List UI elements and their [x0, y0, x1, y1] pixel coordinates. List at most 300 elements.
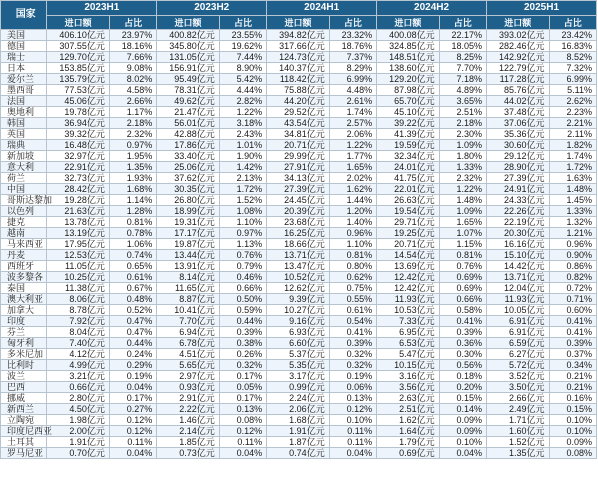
import-amount-cell: 65.70亿元: [377, 96, 440, 107]
table-row: [1, 316, 597, 327]
table-row: [1, 173, 597, 184]
import-amount-cell: 10.53亿元: [377, 305, 440, 316]
share-cell: 0.90%: [549, 250, 596, 261]
import-amount-cell: 22.26亿元: [487, 206, 550, 217]
import-amount-cell: 6.91亿元: [487, 327, 550, 338]
import-amount-cell: 44.20亿元: [267, 96, 330, 107]
import-amount-cell: 41.75亿元: [377, 173, 440, 184]
share-cell: 0.69%: [439, 272, 486, 283]
share-cell: 2.18%: [439, 118, 486, 129]
import-amount-cell: 135.79亿元: [47, 74, 110, 85]
table-row: [1, 30, 597, 41]
share-cell: 1.82%: [549, 140, 596, 151]
share-cell: 1.42%: [219, 162, 266, 173]
share-cell: 22.17%: [439, 30, 486, 41]
import-amount-cell: 13.91亿元: [157, 261, 220, 272]
import-amount-cell: 13.44亿元: [157, 250, 220, 261]
import-amount-cell: 345.80亿元: [157, 41, 220, 52]
share-cell: 1.95%: [109, 151, 156, 162]
import-amount-cell: 17.86亿元: [157, 140, 220, 151]
country-cell: 匈牙利: [1, 338, 47, 349]
share-cell: 0.13%: [219, 404, 266, 415]
import-amount-cell: 13.78亿元: [47, 217, 110, 228]
share-cell: 0.96%: [329, 228, 376, 239]
country-cell: 韩国: [1, 118, 47, 129]
table-row: [1, 228, 597, 239]
import-amount-cell: 7.70亿元: [157, 316, 220, 327]
country-cell: 奥地利: [1, 107, 47, 118]
import-amount-cell: 1.64亿元: [377, 426, 440, 437]
share-cell: 8.29%: [329, 63, 376, 74]
import-amount-cell: 17.95亿元: [47, 239, 110, 250]
country-cell: 墨西哥: [1, 85, 47, 96]
import-amount-cell: 19.54亿元: [377, 206, 440, 217]
share-cell: 1.62%: [329, 184, 376, 195]
share-cell: 0.06%: [329, 382, 376, 393]
import-amount-cell: 5.47亿元: [377, 349, 440, 360]
import-amount-cell: 49.62亿元: [157, 96, 220, 107]
share-cell: 2.82%: [219, 96, 266, 107]
share-cell: 2.18%: [109, 118, 156, 129]
share-cell: 2.57%: [329, 118, 376, 129]
import-amount-cell: 26.80亿元: [157, 195, 220, 206]
country-cell: 越南: [1, 228, 47, 239]
share-cell: 3.18%: [219, 118, 266, 129]
share-cell: 0.44%: [109, 338, 156, 349]
import-amount-cell: 7.33亿元: [377, 316, 440, 327]
import-amount-cell: 9.16亿元: [267, 316, 330, 327]
import-amount-cell: 1.98亿元: [47, 415, 110, 426]
country-cell: 荷兰: [1, 173, 47, 184]
share-cell: 8.90%: [219, 63, 266, 74]
share-cell: 0.05%: [219, 382, 266, 393]
import-amount-cell: 22.01亿元: [377, 184, 440, 195]
import-amount-cell: 26.63亿元: [377, 195, 440, 206]
import-amount-cell: 1.79亿元: [377, 437, 440, 448]
import-amount-cell: 27.39亿元: [487, 173, 550, 184]
share-cell: 0.10%: [549, 426, 596, 437]
share-cell: 0.12%: [329, 404, 376, 415]
import-amount-cell: 24.91亿元: [487, 184, 550, 195]
share-cell: 2.66%: [109, 96, 156, 107]
share-header: 占比: [109, 16, 156, 30]
import-amount-cell: 5.65亿元: [157, 360, 220, 371]
share-cell: 0.66%: [439, 294, 486, 305]
country-cell: 法国: [1, 96, 47, 107]
import-amount-cell: 8.06亿元: [47, 294, 110, 305]
import-amount-cell: 1.87亿元: [267, 437, 330, 448]
share-cell: 1.80%: [439, 151, 486, 162]
import-amount-cell: 11.93亿元: [377, 294, 440, 305]
table-row: [1, 195, 597, 206]
share-cell: 0.61%: [109, 272, 156, 283]
share-header: 占比: [439, 16, 486, 30]
table-row: [1, 404, 597, 415]
share-cell: 6.99%: [549, 74, 596, 85]
import-amount-cell: 12.53亿元: [47, 250, 110, 261]
import-amount-cell: 7.92亿元: [47, 316, 110, 327]
import-amount-cell: 29.99亿元: [267, 151, 330, 162]
share-cell: 0.12%: [219, 426, 266, 437]
import-amount-cell: 3.56亿元: [377, 382, 440, 393]
share-cell: 1.33%: [439, 162, 486, 173]
table-row: [1, 129, 597, 140]
import-amount-cell: 3.52亿元: [487, 371, 550, 382]
import-amount-cell: 13.69亿元: [377, 261, 440, 272]
table-row: [1, 151, 597, 162]
import-amount-cell: 29.71亿元: [377, 217, 440, 228]
share-cell: 0.39%: [549, 338, 596, 349]
import-amount-cell: 1.91亿元: [47, 437, 110, 448]
share-cell: 0.56%: [439, 360, 486, 371]
import-amount-cell: 30.35亿元: [157, 184, 220, 195]
import-amount-cell: 34.13亿元: [267, 173, 330, 184]
share-cell: 0.19%: [109, 371, 156, 382]
country-cell: 印度尼西亚: [1, 426, 47, 437]
import-amount-cell: 23.68亿元: [267, 217, 330, 228]
import-amount-cell: 32.97亿元: [47, 151, 110, 162]
share-cell: 0.41%: [439, 316, 486, 327]
import-amount-cell: 12.04亿元: [487, 283, 550, 294]
share-cell: 1.06%: [109, 239, 156, 250]
share-cell: 0.10%: [329, 415, 376, 426]
table-row: [1, 305, 597, 316]
country-cell: 芬兰: [1, 327, 47, 338]
import-amount-cell: 78.31亿元: [157, 85, 220, 96]
share-cell: 1.20%: [329, 206, 376, 217]
import-amount-cell: 118.42亿元: [267, 74, 330, 85]
share-cell: 4.89%: [439, 85, 486, 96]
import-amount-cell: 27.91亿元: [267, 162, 330, 173]
import-amount-cell: 153.85亿元: [47, 63, 110, 74]
import-amount-cell: 0.69亿元: [377, 448, 440, 459]
import-amount-cell: 6.27亿元: [487, 349, 550, 360]
share-cell: 1.35%: [109, 162, 156, 173]
share-cell: 0.09%: [439, 426, 486, 437]
import-amount-cell: 15.10亿元: [487, 250, 550, 261]
country-cell: 泰国: [1, 283, 47, 294]
country-cell: 挪威: [1, 393, 47, 404]
import-amount-cell: 1.71亿元: [487, 415, 550, 426]
share-cell: 2.06%: [329, 129, 376, 140]
share-cell: 4.58%: [109, 85, 156, 96]
share-cell: 1.45%: [549, 195, 596, 206]
country-cell: 以色列: [1, 206, 47, 217]
import-amount-cell: 148.51亿元: [377, 52, 440, 63]
import-amount-cell: 19.31亿元: [157, 217, 220, 228]
country-cell: 多米尼加: [1, 349, 47, 360]
import-amount-cell: 12.62亿元: [267, 283, 330, 294]
share-cell: 1.13%: [219, 239, 266, 250]
table-row: [1, 184, 597, 195]
import-amount-cell: 34.81亿元: [267, 129, 330, 140]
table-row: [1, 393, 597, 404]
country-cell: 立陶宛: [1, 415, 47, 426]
import-amount-cell: 2.14亿元: [157, 426, 220, 437]
import-amount-cell: 5.37亿元: [267, 349, 330, 360]
share-cell: 0.12%: [109, 415, 156, 426]
share-cell: 1.07%: [439, 228, 486, 239]
period-header: 2023H1: [47, 1, 157, 16]
share-cell: 0.21%: [549, 382, 596, 393]
import-amount-cell: 20.71亿元: [267, 140, 330, 151]
share-cell: 7.18%: [439, 74, 486, 85]
share-cell: 0.47%: [109, 327, 156, 338]
share-cell: 1.09%: [439, 206, 486, 217]
import-amount-cell: 20.39亿元: [267, 206, 330, 217]
share-cell: 23.32%: [329, 30, 376, 41]
country-cell: 日本: [1, 63, 47, 74]
country-cell: 德国: [1, 41, 47, 52]
import-amount-cell: 42.88亿元: [157, 129, 220, 140]
share-cell: 7.32%: [549, 63, 596, 74]
import-amount-cell: 2.63亿元: [377, 393, 440, 404]
import-amount-cell: 156.91亿元: [157, 63, 220, 74]
import-amount-cell: 19.28亿元: [47, 195, 110, 206]
share-cell: 1.17%: [109, 107, 156, 118]
share-cell: 1.28%: [109, 206, 156, 217]
share-cell: 0.69%: [439, 283, 486, 294]
share-cell: 2.32%: [439, 173, 486, 184]
table-row: [1, 272, 597, 283]
share-cell: 0.11%: [109, 437, 156, 448]
import-amount-cell: 4.51亿元: [157, 349, 220, 360]
share-cell: 0.97%: [219, 228, 266, 239]
import-amount-cell: 2.66亿元: [487, 393, 550, 404]
share-cell: 7.66%: [109, 52, 156, 63]
table-row: [1, 217, 597, 228]
import-amount-cell: 400.82亿元: [157, 30, 220, 41]
share-cell: 2.32%: [109, 129, 156, 140]
share-cell: 0.09%: [439, 415, 486, 426]
import-amount-cell: 6.91亿元: [487, 316, 550, 327]
share-cell: 0.32%: [219, 360, 266, 371]
import-amount-cell: 4.99亿元: [47, 360, 110, 371]
import-amount-cell: 19.87亿元: [157, 239, 220, 250]
share-cell: 1.65%: [439, 217, 486, 228]
import-amount-cell: 27.39亿元: [267, 184, 330, 195]
share-cell: 23.97%: [109, 30, 156, 41]
share-cell: 1.14%: [109, 195, 156, 206]
share-cell: 1.09%: [439, 140, 486, 151]
table-row: [1, 96, 597, 107]
import-amount-cell: 35.36亿元: [487, 129, 550, 140]
share-cell: 0.24%: [109, 349, 156, 360]
import-amount-cell: 2.22亿元: [157, 404, 220, 415]
import-amount-cell: 28.90亿元: [487, 162, 550, 173]
table-row: [1, 162, 597, 173]
import-amount-cell: 2.51亿元: [377, 404, 440, 415]
import-amount-cell: 6.93亿元: [267, 327, 330, 338]
share-cell: 0.32%: [329, 349, 376, 360]
table-row: [1, 206, 597, 217]
import-amount-cell: 393.02亿元: [487, 30, 550, 41]
import-amount-cell: 122.79亿元: [487, 63, 550, 74]
import-amount-cell: 14.42亿元: [487, 261, 550, 272]
import-amount-cell: 32.73亿元: [47, 173, 110, 184]
table-row: [1, 85, 597, 96]
share-cell: 1.32%: [549, 217, 596, 228]
import-amount-cell: 324.85亿元: [377, 41, 440, 52]
import-amount-cell: 129.70亿元: [47, 52, 110, 63]
share-cell: 0.19%: [329, 371, 376, 382]
table-row: [1, 41, 597, 52]
import-amount-cell: 8.14亿元: [157, 272, 220, 283]
share-cell: 1.68%: [109, 184, 156, 195]
share-cell: 0.36%: [439, 338, 486, 349]
share-cell: 0.04%: [439, 448, 486, 459]
table-row: [1, 294, 597, 305]
share-cell: 0.09%: [549, 437, 596, 448]
import-amount-cell: 3.50亿元: [487, 382, 550, 393]
import-amount-cell: 32.34亿元: [377, 151, 440, 162]
share-cell: 5.11%: [549, 85, 596, 96]
table-row: [1, 261, 597, 272]
country-cell: 英国: [1, 129, 47, 140]
share-cell: 0.81%: [439, 250, 486, 261]
share-cell: 0.48%: [109, 294, 156, 305]
import-amount-cell: 406.10亿元: [47, 30, 110, 41]
import-amount-cell: 85.76亿元: [487, 85, 550, 96]
import-amount-cell: 13.71亿元: [267, 250, 330, 261]
share-cell: 2.21%: [549, 118, 596, 129]
import-amount-cell: 10.25亿元: [47, 272, 110, 283]
share-cell: 1.15%: [439, 239, 486, 250]
share-cell: 0.60%: [549, 305, 596, 316]
import-amount-cell: 24.33亿元: [487, 195, 550, 206]
import-amount-cell: 7.40亿元: [47, 338, 110, 349]
country-cell: 中国: [1, 184, 47, 195]
import-amount-cell: 17.17亿元: [157, 228, 220, 239]
share-cell: 0.55%: [329, 294, 376, 305]
share-cell: 0.27%: [109, 404, 156, 415]
share-cell: 5.42%: [219, 74, 266, 85]
import-amount-cell: 1.91亿元: [267, 426, 330, 437]
share-cell: 0.54%: [329, 316, 376, 327]
share-cell: 0.13%: [329, 393, 376, 404]
share-cell: 0.39%: [329, 338, 376, 349]
share-cell: 1.22%: [439, 184, 486, 195]
import-amount-cell: 8.87亿元: [157, 294, 220, 305]
share-cell: 0.81%: [109, 217, 156, 228]
share-cell: 19.62%: [219, 41, 266, 52]
table-row: [1, 371, 597, 382]
share-cell: 0.04%: [219, 448, 266, 459]
import-amount-cell: 28.42亿元: [47, 184, 110, 195]
import-amount-cell: 19.59亿元: [377, 140, 440, 151]
import-amount-cell: 1.62亿元: [377, 415, 440, 426]
share-cell: 1.65%: [329, 162, 376, 173]
share-cell: 1.72%: [219, 184, 266, 195]
import-amount-cell: 95.49亿元: [157, 74, 220, 85]
share-cell: 1.40%: [329, 217, 376, 228]
import-amount-cell: 4.50亿元: [47, 404, 110, 415]
share-cell: 7.37%: [329, 52, 376, 63]
import-amount-header: 进口额: [47, 16, 110, 30]
country-cell: 新加坡: [1, 151, 47, 162]
import-amount-cell: 10.52亿元: [267, 272, 330, 283]
country-cell: 瑞典: [1, 140, 47, 151]
table-row: [1, 140, 597, 151]
table-row: [1, 52, 597, 63]
import-amount-cell: 0.93亿元: [157, 382, 220, 393]
import-amount-cell: 8.78亿元: [47, 305, 110, 316]
import-amount-cell: 1.85亿元: [157, 437, 220, 448]
share-cell: 0.71%: [549, 294, 596, 305]
table-row: [1, 283, 597, 294]
share-cell: 0.50%: [219, 294, 266, 305]
share-cell: 1.48%: [439, 195, 486, 206]
import-amount-cell: 124.73亿元: [267, 52, 330, 63]
share-cell: 18.76%: [329, 41, 376, 52]
import-amount-cell: 37.62亿元: [157, 173, 220, 184]
share-cell: 2.11%: [549, 129, 596, 140]
share-cell: 8.52%: [549, 52, 596, 63]
import-amount-cell: 75.88亿元: [267, 85, 330, 96]
share-cell: 0.61%: [329, 305, 376, 316]
import-amount-cell: 2.00亿元: [47, 426, 110, 437]
share-cell: 0.38%: [219, 338, 266, 349]
country-cell: 比利时: [1, 360, 47, 371]
import-amount-cell: 1.46亿元: [157, 415, 220, 426]
share-cell: 0.08%: [549, 448, 596, 459]
import-amount-cell: 8.04亿元: [47, 327, 110, 338]
share-cell: 1.72%: [549, 162, 596, 173]
share-cell: 7.44%: [219, 52, 266, 63]
share-cell: 0.96%: [549, 239, 596, 250]
import-amount-cell: 10.15亿元: [377, 360, 440, 371]
import-amount-cell: 24.01亿元: [377, 162, 440, 173]
import-amount-cell: 10.27亿元: [267, 305, 330, 316]
share-cell: 23.55%: [219, 30, 266, 41]
country-column-header: 国家: [1, 1, 47, 30]
import-amount-cell: 400.08亿元: [377, 30, 440, 41]
import-amount-cell: 142.92亿元: [487, 52, 550, 63]
import-amount-cell: 6.95亿元: [377, 327, 440, 338]
table-row: [1, 74, 597, 85]
import-amount-cell: 0.66亿元: [47, 382, 110, 393]
table-row: [1, 327, 597, 338]
country-cell: 印度: [1, 316, 47, 327]
import-amount-cell: 43.54亿元: [267, 118, 330, 129]
share-cell: 1.93%: [109, 173, 156, 184]
import-amount-cell: 16.16亿元: [487, 239, 550, 250]
share-cell: 0.29%: [109, 360, 156, 371]
share-cell: 0.18%: [439, 371, 486, 382]
country-cell: 波多黎各: [1, 272, 47, 283]
import-amount-cell: 6.59亿元: [487, 338, 550, 349]
import-amount-cell: 3.21亿元: [47, 371, 110, 382]
import-amount-header: 进口额: [267, 16, 330, 30]
share-cell: 2.23%: [549, 107, 596, 118]
country-cell: 西班牙: [1, 261, 47, 272]
share-cell: 18.05%: [439, 41, 486, 52]
period-header: 2025H1: [487, 1, 597, 16]
import-amount-cell: 87.98亿元: [377, 85, 440, 96]
import-amount-cell: 2.06亿元: [267, 404, 330, 415]
share-cell: 0.30%: [439, 349, 486, 360]
import-amount-cell: 5.35亿元: [267, 360, 330, 371]
share-header: 占比: [219, 16, 266, 30]
share-cell: 0.78%: [109, 228, 156, 239]
import-amount-cell: 129.20亿元: [377, 74, 440, 85]
table-row: [1, 107, 597, 118]
import-amount-cell: 20.30亿元: [487, 228, 550, 239]
country-cell: 巴西: [1, 382, 47, 393]
import-amount-cell: 307.55亿元: [47, 41, 110, 52]
share-cell: 0.80%: [329, 261, 376, 272]
country-cell: 马来西亚: [1, 239, 47, 250]
